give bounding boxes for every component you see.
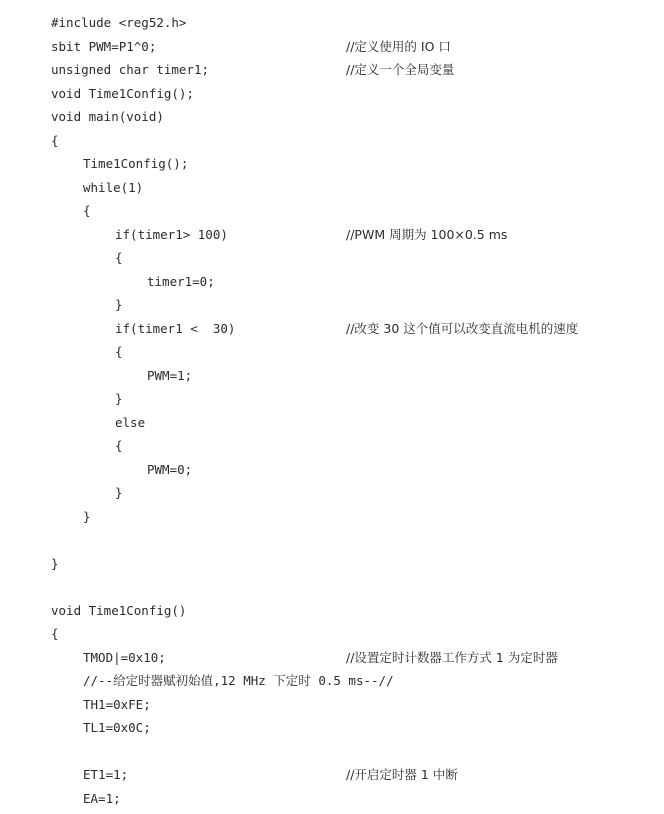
code-text: while(1) — [83, 179, 144, 195]
code-comment: //定义使用的 IO 口 — [346, 38, 451, 54]
code-text: void main(void) — [51, 109, 164, 124]
code-line — [0, 152, 664, 176]
code-line — [0, 411, 664, 435]
code-line — [0, 740, 664, 764]
code-line — [0, 82, 664, 106]
code-text: timer1=0; — [147, 273, 215, 289]
code-line — [0, 763, 664, 787]
code-text: { — [115, 344, 123, 359]
code-comment: //定义一个全局变量 — [346, 62, 455, 77]
code-text: void Time1Config() — [51, 602, 187, 618]
code-line — [0, 458, 664, 482]
code-text: { — [115, 438, 123, 453]
code-comment: //改变 30 这个值可以改变直流电机的速度 — [346, 320, 579, 336]
code-line — [0, 387, 664, 411]
code-text: TMOD|=0x10; — [83, 649, 166, 665]
code-line — [0, 11, 664, 35]
code-line — [0, 552, 664, 576]
code-text: { — [51, 626, 59, 641]
code-comment: //设置定时计数器工作方式 1 为定时器 — [346, 649, 558, 665]
code-text: else — [115, 414, 146, 430]
code-text: void Time1Config(); — [51, 85, 194, 101]
code-line — [0, 293, 664, 317]
code-text: } — [115, 391, 123, 406]
code-line — [0, 528, 664, 552]
code-text: } — [83, 508, 91, 524]
code-text: sbit PWM=P1^0; — [51, 38, 157, 54]
code-line — [0, 223, 664, 247]
code-line — [0, 364, 664, 388]
code-line — [0, 317, 664, 341]
code-text: EA=1; — [83, 790, 121, 806]
code-line — [0, 35, 664, 59]
code-text: { — [83, 203, 91, 218]
code-text: TH1=0xFE; — [83, 696, 151, 712]
code-line — [0, 246, 664, 270]
code-text: { — [51, 132, 59, 148]
code-text: //--给定时器赋初始值,12 MHz 下定时 0.5 ms--// — [83, 673, 394, 688]
code-line — [0, 129, 664, 153]
code-text: } — [115, 485, 123, 500]
code-line — [0, 693, 664, 717]
code-line — [0, 434, 664, 458]
code-line — [0, 646, 664, 670]
code-line — [0, 505, 664, 529]
code-text: { — [115, 250, 123, 265]
code-text: #include <reg52.h> — [51, 15, 187, 30]
code-text: } — [51, 555, 59, 571]
code-line — [0, 599, 664, 623]
code-text: PWM=1; — [147, 367, 193, 383]
code-line — [0, 270, 664, 294]
code-line — [0, 669, 664, 693]
code-line — [0, 199, 664, 223]
code-comment: //PWM 周期为 100×0.5 ms — [346, 226, 508, 242]
code-text: unsigned char timer1; — [51, 62, 210, 77]
code-line — [0, 58, 664, 82]
code-line — [0, 340, 664, 364]
code-text: TL1=0x0C; — [83, 720, 151, 735]
code-line — [0, 105, 664, 129]
code-line — [0, 716, 664, 740]
code-line — [0, 622, 664, 646]
code-text: ET1=1; — [83, 767, 129, 782]
code-line — [0, 575, 664, 599]
code-text: if(timer1 < 30) — [115, 320, 236, 336]
code-line — [0, 787, 664, 811]
code-text: Time1Config(); — [83, 156, 189, 171]
code-line — [0, 481, 664, 505]
code-text: if(timer1> 100) — [115, 226, 228, 242]
code-comment: //开启定时器 1 中断 — [346, 767, 458, 782]
code-text: PWM=0; — [147, 461, 193, 477]
code-line — [0, 176, 664, 200]
code-text: } — [115, 297, 123, 312]
